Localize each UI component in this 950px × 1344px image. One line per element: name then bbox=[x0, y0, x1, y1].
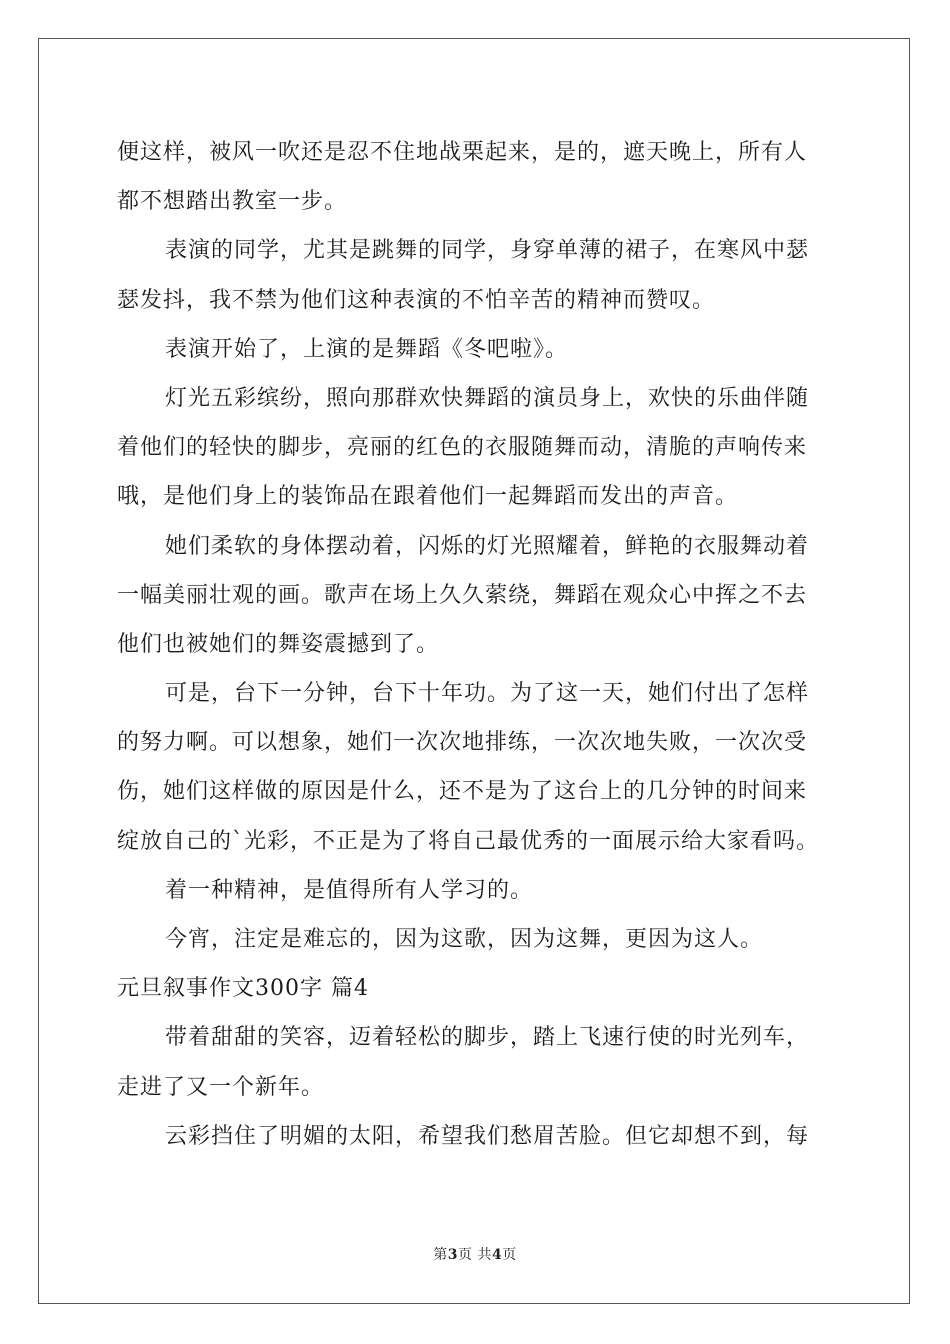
paragraph bbox=[117, 226, 837, 324]
text-line: 着一种精神，是值得所有人学习的。 bbox=[165, 877, 534, 903]
footer-suffix: 页 bbox=[502, 1247, 517, 1263]
text-line: 她们柔软的身体摆动着，闪烁的灯光照耀着，鲜艳的衣服舞动着 bbox=[165, 533, 810, 559]
text-line: 哦，是他们身上的装饰品在跟着他们一起舞蹈而发出的声音。 bbox=[117, 484, 739, 510]
footer-page-number: 3 bbox=[447, 1247, 459, 1263]
text-line: 今宵，注定是难忘的，因为这歌，因为这舞，更因为这人。 bbox=[165, 927, 764, 952]
paragraph bbox=[117, 915, 837, 964]
paragraph-group-1 bbox=[117, 128, 837, 964]
text-line: 他们也被她们的舞姿震撼到了。 bbox=[117, 631, 440, 657]
text-line: 表演的同学，尤其是跳舞的同学，身穿单薄的裙子，在寒风中瑟 bbox=[165, 238, 810, 264]
page-footer bbox=[0, 1244, 950, 1264]
paragraph bbox=[117, 669, 837, 866]
text-line: 一幅美丽壮观的画。歌声在场上久久萦绕，舞蹈在观众心中挥之不去 bbox=[117, 582, 808, 608]
text-line: 云彩挡住了明媚的太阳，希望我们愁眉苦脸。但它却想不到，每 bbox=[165, 1123, 810, 1149]
paragraph-group-2 bbox=[117, 1013, 837, 1161]
text-line: 瑟发抖，我不禁为他们这种表演的不怕辛苦的精神而赞叹。 bbox=[117, 287, 716, 313]
paragraph bbox=[117, 128, 837, 226]
section-heading: 元旦叙事作文300字 篇4 bbox=[117, 976, 369, 1002]
text-line: 都不想踏出教室一步。 bbox=[117, 189, 348, 215]
text-line: 绽放自己的`光彩，不正是为了将自己最优秀的一面展示给大家看吗。 bbox=[117, 828, 820, 854]
text-line: 便这样，被风一吹还是忍不住地战栗起来，是的，遮天晚上，所有人 bbox=[117, 140, 808, 165]
document-body bbox=[117, 128, 837, 1161]
paragraph bbox=[117, 374, 837, 522]
text-line: 灯光五彩缤纷，照向那群欢快舞蹈的演员身上，欢快的乐曲伴随 bbox=[165, 385, 810, 411]
footer-mid: 页 共 bbox=[458, 1247, 492, 1263]
footer-prefix: 第 bbox=[433, 1247, 448, 1263]
text-line: 伤，她们这样做的原因是什么，还不是为了这台上的几分钟的时间来 bbox=[117, 779, 808, 805]
text-line: 着他们的轻快的脚步，亮丽的红色的衣服随舞而动，清脆的声响传来 bbox=[117, 435, 808, 461]
paragraph bbox=[117, 325, 837, 374]
paragraph bbox=[117, 866, 837, 915]
text-line: 表演开始了，上演的是舞蹈《冬吧啦》。 bbox=[165, 336, 569, 362]
text-line: 的努力啊。可以想象，她们一次次地排练，一次次地失败，一次次受 bbox=[117, 730, 808, 756]
text-line: 走进了又一个新年。 bbox=[117, 1074, 325, 1100]
footer-total-pages: 4 bbox=[491, 1247, 503, 1263]
text-line: 可是，台下一分钟，台下十年功。为了这一天，她们付出了怎样 bbox=[165, 681, 810, 707]
paragraph bbox=[117, 1112, 837, 1161]
text-line: 带着甜甜的笑容，迈着轻松的脚步，踏上飞速行使的时光列车， bbox=[165, 1025, 810, 1051]
paragraph bbox=[117, 522, 837, 670]
paragraph bbox=[117, 1013, 837, 1111]
